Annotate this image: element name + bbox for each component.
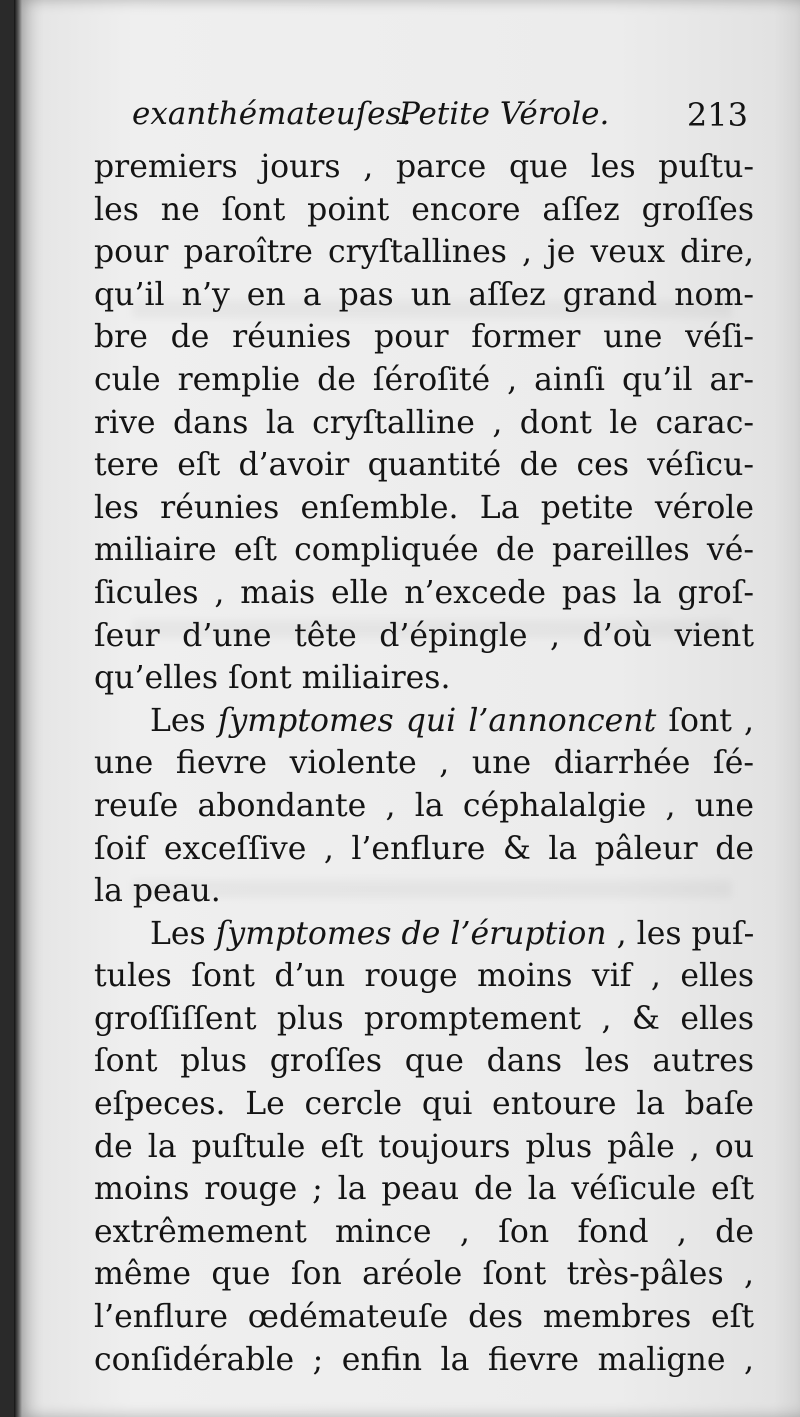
text-line: qu’elles ſont miliaires. [94,660,451,697]
text-line: les réunies enſemble. La petite vérole [94,489,754,526]
text-line: groſſiſſent plus promptement , & elles [94,1000,754,1037]
text-line: qu’il n’y en a pas un aſſez grand nom- [94,276,754,313]
text-line: extrêmement mince , ſon fond , de [94,1213,754,1250]
italic-phrase: ſymptomes de l’éruption [215,915,607,952]
paragraph-opening-line [94,913,754,956]
text-line: une fievre violente , une diarrhée ſé- [94,745,754,782]
text-line: même que ſon aréole ſont très-pâles , [94,1256,754,1293]
running-title-left: exanthémateuſes. [132,96,412,132]
body-text [94,146,754,1381]
line-start: Les [150,915,216,952]
text-line: tules ſont d’un rouge moins vif , elles [94,958,754,995]
text-line: les ne ſont point encore aſſez groſſes [94,191,754,228]
paragraph-opening-line [94,700,754,743]
text-line: pour paroître cryſtallines , je veux dire, [94,234,754,271]
text-line: l’enflure œdémateuſe des membres eſt [94,1299,754,1336]
text-line: ſicules , mais elle n’excede pas la groſ- [94,574,754,611]
text-line: bre de réunies pour former une véſi- [94,319,754,356]
running-header [132,96,752,144]
page-gutter-shadow [14,0,22,1417]
text-line: tere eſt d’avoir quantité de ces véſicu- [94,447,754,484]
page-number: 213 [686,96,748,134]
italic-phrase: ſymptomes qui l’annoncent [217,702,657,739]
running-title-right: Petite Vérole. [399,96,610,132]
text-line: ſoif exceſſive , l’enflure & la pâleur de [94,830,754,867]
text-line: de la puſtule eſt toujours plus pâle , ou [94,1128,754,1165]
text-line: reuſe abondante , la céphalalgie , une [94,787,754,824]
book-page [14,0,800,1417]
text-line: ſeur d’une tête d’épingle , d’où vient [94,617,754,654]
text-line: conſidérable ; enfin la fievre maligne , [94,1341,754,1378]
text-line: la peau. [94,873,221,910]
line-start: Les [150,702,218,739]
text-line: premiers jours , parce que les puſtu- [94,149,754,185]
text-line: miliaire eſt compliquée de pareilles vé- [94,532,754,569]
text-line: moins rouge ; la peau de la véſicule eſt [94,1171,754,1208]
line-end: ſont , [656,702,755,739]
line-end: , les puſ- [606,915,755,952]
text-line: eſpeces. Le cercle qui entoure la baſe [94,1086,754,1123]
text-line: cule remplie de ſéroſité , ainſi qu’il ar- [94,361,754,398]
text-line: ſont plus groſſes que dans les autres [94,1043,754,1080]
text-line: rive dans la cryſtalline , dont le carac- [94,404,754,441]
